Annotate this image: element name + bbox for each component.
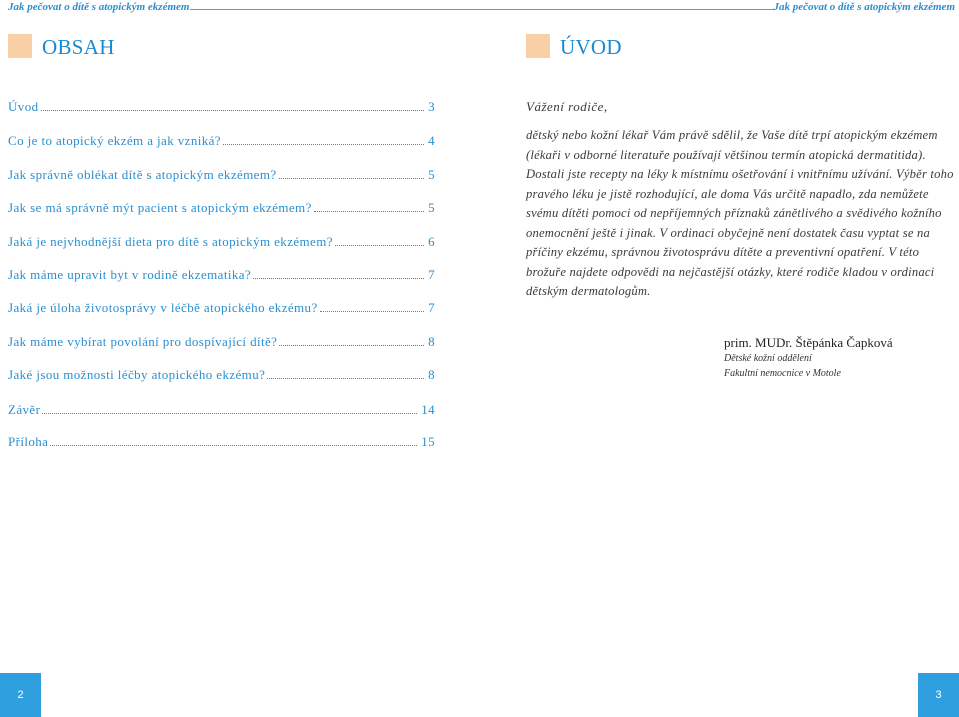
letter-line: dětský nebo kožní lékař Vám právě sdělil, že Vaše dítě trpí atopickým ekzémem (526, 128, 938, 142)
toc-item-priloha[interactable] (8, 432, 435, 450)
toc-leader-dots (50, 445, 417, 446)
page-number-right (918, 673, 959, 717)
letter-greeting: Vážení rodiče, (526, 99, 608, 114)
toc-item-byt[interactable] (8, 265, 435, 283)
toc-item-lecba[interactable] (8, 365, 435, 383)
page-number-left (0, 673, 41, 717)
toc-leader-dots (223, 144, 424, 145)
letter-body (526, 126, 956, 302)
toc-leader-dots (314, 211, 424, 212)
toc-leader-dots (279, 178, 425, 179)
toc-leader-dots (320, 311, 424, 312)
page-number-left-label: 2 (17, 689, 24, 701)
signature-name: prim. MUDr. Štěpánka Čapková (724, 335, 893, 350)
signature-hospital: Fakultní nemocnice v Motole (724, 368, 841, 379)
toc-leader-dots (267, 378, 424, 379)
toc-item-text: Úvod (8, 99, 39, 114)
page-number-right-label: 3 (935, 689, 942, 701)
toc-item-dieta[interactable] (8, 232, 435, 250)
toc-item-page: 6 (428, 234, 435, 249)
toc-item-text: Jak máme upravit byt v rodině ekzematika? (8, 267, 252, 282)
running-header-right: Jak pečovat o dítě s atopickým ekzémem (773, 1, 955, 13)
toc-item-text: Jaké jsou možnosti léčby atopického ekzému? (8, 367, 266, 382)
signature-department: Dětské kožní oddělení (724, 353, 812, 364)
toc-item-text: Jak máme vybírat povolání pro dospívající dítě? (8, 334, 278, 349)
toc-item-text: Jaká je nejvhodnější dieta pro dítě s atopickým ekzémem? (8, 234, 333, 249)
toc-item-page: 8 (428, 334, 435, 349)
toc-title: OBSAH (42, 35, 115, 59)
intro-title: ÚVOD (560, 35, 622, 59)
toc-item-co-je-ekzem[interactable] (8, 131, 435, 149)
toc-item-oblekat[interactable] (8, 165, 435, 183)
toc-item-page: 4 (428, 133, 435, 148)
toc-leader-dots (42, 413, 417, 414)
letter-line: příčiny ekzému, správnou životosprávu dítěte a preventivní opatření. V této (526, 245, 920, 259)
letter-line: dětským dermatologům. (526, 284, 651, 298)
header-rule (190, 9, 775, 10)
toc-item-uvod[interactable] (8, 97, 435, 115)
toc-leader-dots (253, 278, 424, 279)
toc-item-povolani[interactable] (8, 332, 435, 350)
toc-item-zaver[interactable] (8, 400, 435, 418)
toc-item-page: 3 (428, 99, 435, 114)
obsah-square-marker (8, 34, 32, 58)
toc-item-page: 15 (421, 434, 435, 449)
toc-item-page: 7 (428, 267, 435, 282)
toc-item-page: 7 (428, 300, 435, 315)
toc-item-text: Co je to atopický ekzém a jak vzniká? (8, 133, 221, 148)
toc-item-text: Jak správně oblékat dítě s atopickým ekzémem? (8, 167, 277, 182)
toc-item-zivotosprava[interactable] (8, 298, 435, 316)
toc-item-text: Jaká je úloha životosprávy v léčbě atopického ekzému? (8, 300, 318, 315)
toc-item-page: 5 (428, 200, 435, 215)
letter-line: (lékaři v odborné literatuře používají většinou termín atopická dermatitida). (526, 147, 926, 162)
letter-line: svému dítěti pomoci od nepříjemných příznaků zánětlivého a svědivého kožního (526, 206, 942, 220)
toc-item-text: Závěr (8, 402, 41, 417)
letter-line: brožuře najdete odpovědi na nejčastější otázky, které rodiče kladou v ordinaci (526, 264, 935, 279)
uvod-square-marker (526, 34, 550, 58)
letter-line: pravého léku je jistě rozhodující, ale doma Vás určitě napadlo, zda nemůžete (526, 186, 929, 201)
toc-leader-dots (335, 245, 424, 246)
toc-leader-dots (41, 110, 425, 111)
running-header-left: Jak pečovat o dítě s atopickým ekzémem (8, 1, 190, 13)
toc-item-myt[interactable] (8, 198, 435, 216)
toc-item-page: 8 (428, 367, 435, 382)
toc-item-page: 14 (421, 402, 435, 417)
letter-line: onemocnění ještě i jinak. V ordinaci obyčejně není dostatek času vyptat se na (526, 225, 930, 240)
toc-item-text: Jak se má správně mýt pacient s atopickým ekzémem? (8, 200, 312, 215)
toc-item-text: Příloha (8, 434, 49, 449)
toc-leader-dots (279, 345, 424, 346)
letter-line: Dostali jste recepty na léky k místnímu ošetřování i vnitřnímu užívání. Výběr toho (526, 167, 954, 181)
toc-item-page: 5 (428, 167, 435, 182)
